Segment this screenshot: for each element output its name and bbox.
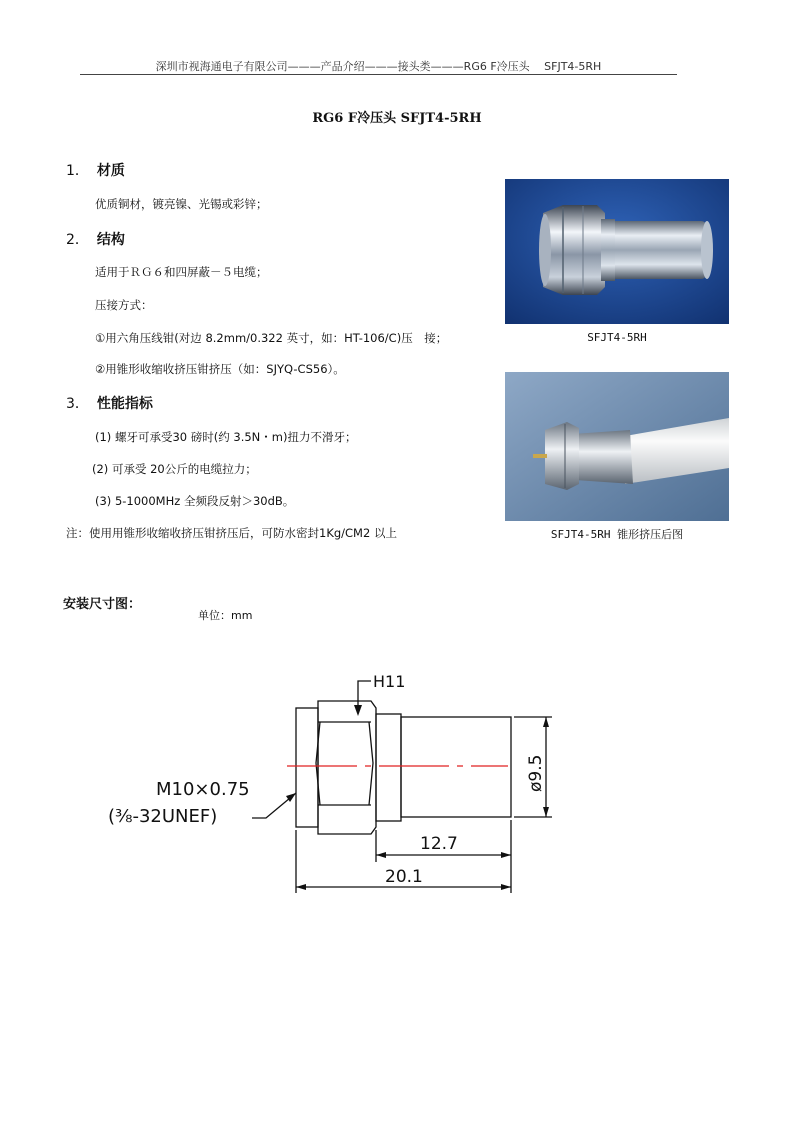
page-header: 深圳市视海通电子有限公司———产品介绍———接头类———RG6 F冷压头 SFJT4-5RH [155,60,602,73]
total-length-label: 20.1 [385,867,423,887]
structure-line-1: 适用于ＲＧ６和四屏蔽－５电缆； [95,265,268,279]
connector-neck [376,714,401,821]
section-title: 结构 [96,232,125,248]
performance-line-2: (2) 可承受 20公斤的电缆拉力； [92,462,257,476]
thread-label-imperial: (⅜-32UNEF) [108,806,218,827]
connector-flange [296,708,318,827]
performance-line-3: (3) 5-1000MHz 全频段反射＞30dB。 [95,494,295,508]
install-heading: 安装尺寸图： [63,597,142,612]
connector-body [401,717,511,817]
section-number: 3． [66,396,89,412]
structure-line-4: ②用锥形收缩收挤压钳挤压（如：SJYQ-CS56）。 [95,362,345,376]
unit-label: 单位：mm [198,609,253,622]
material-text: 优质铜材，镀亮镍、光锡或彩锌； [95,197,268,211]
structure-line-3: ①用六角压线钳(对边 8.2mm/0.322 英寸，如：HT-106/C)压 接； [95,331,448,345]
diameter-label: ø9.5 [526,754,546,792]
section-title: 材质 [96,163,125,179]
document-title: RG6 F冷压头 SFJT4-5RH [312,111,482,126]
hex-size-label: H11 [373,672,406,691]
thread-label: M10×0.75 [156,779,250,800]
note-text: 注：使用用锥形收缩收挤压钳挤压后，可防水密封1Kg/CM2 以上 [66,526,397,540]
body-length-label: 12.7 [420,834,458,854]
section-number: 1． [66,163,89,179]
hex-nut [318,701,376,834]
structure-line-2: 压接方式： [95,298,153,312]
photo-caption-1: SFJT4-5RH [587,331,647,344]
section-number: 2． [66,232,89,248]
section-title: 性能指标 [96,396,153,412]
performance-line-1: (1) 螺牙可承受30 磅时(约 3.5N・m)扭力不滑牙； [95,430,357,444]
photo-caption-2: SFJT4-5RH 锥形挤压后图 [550,528,684,541]
